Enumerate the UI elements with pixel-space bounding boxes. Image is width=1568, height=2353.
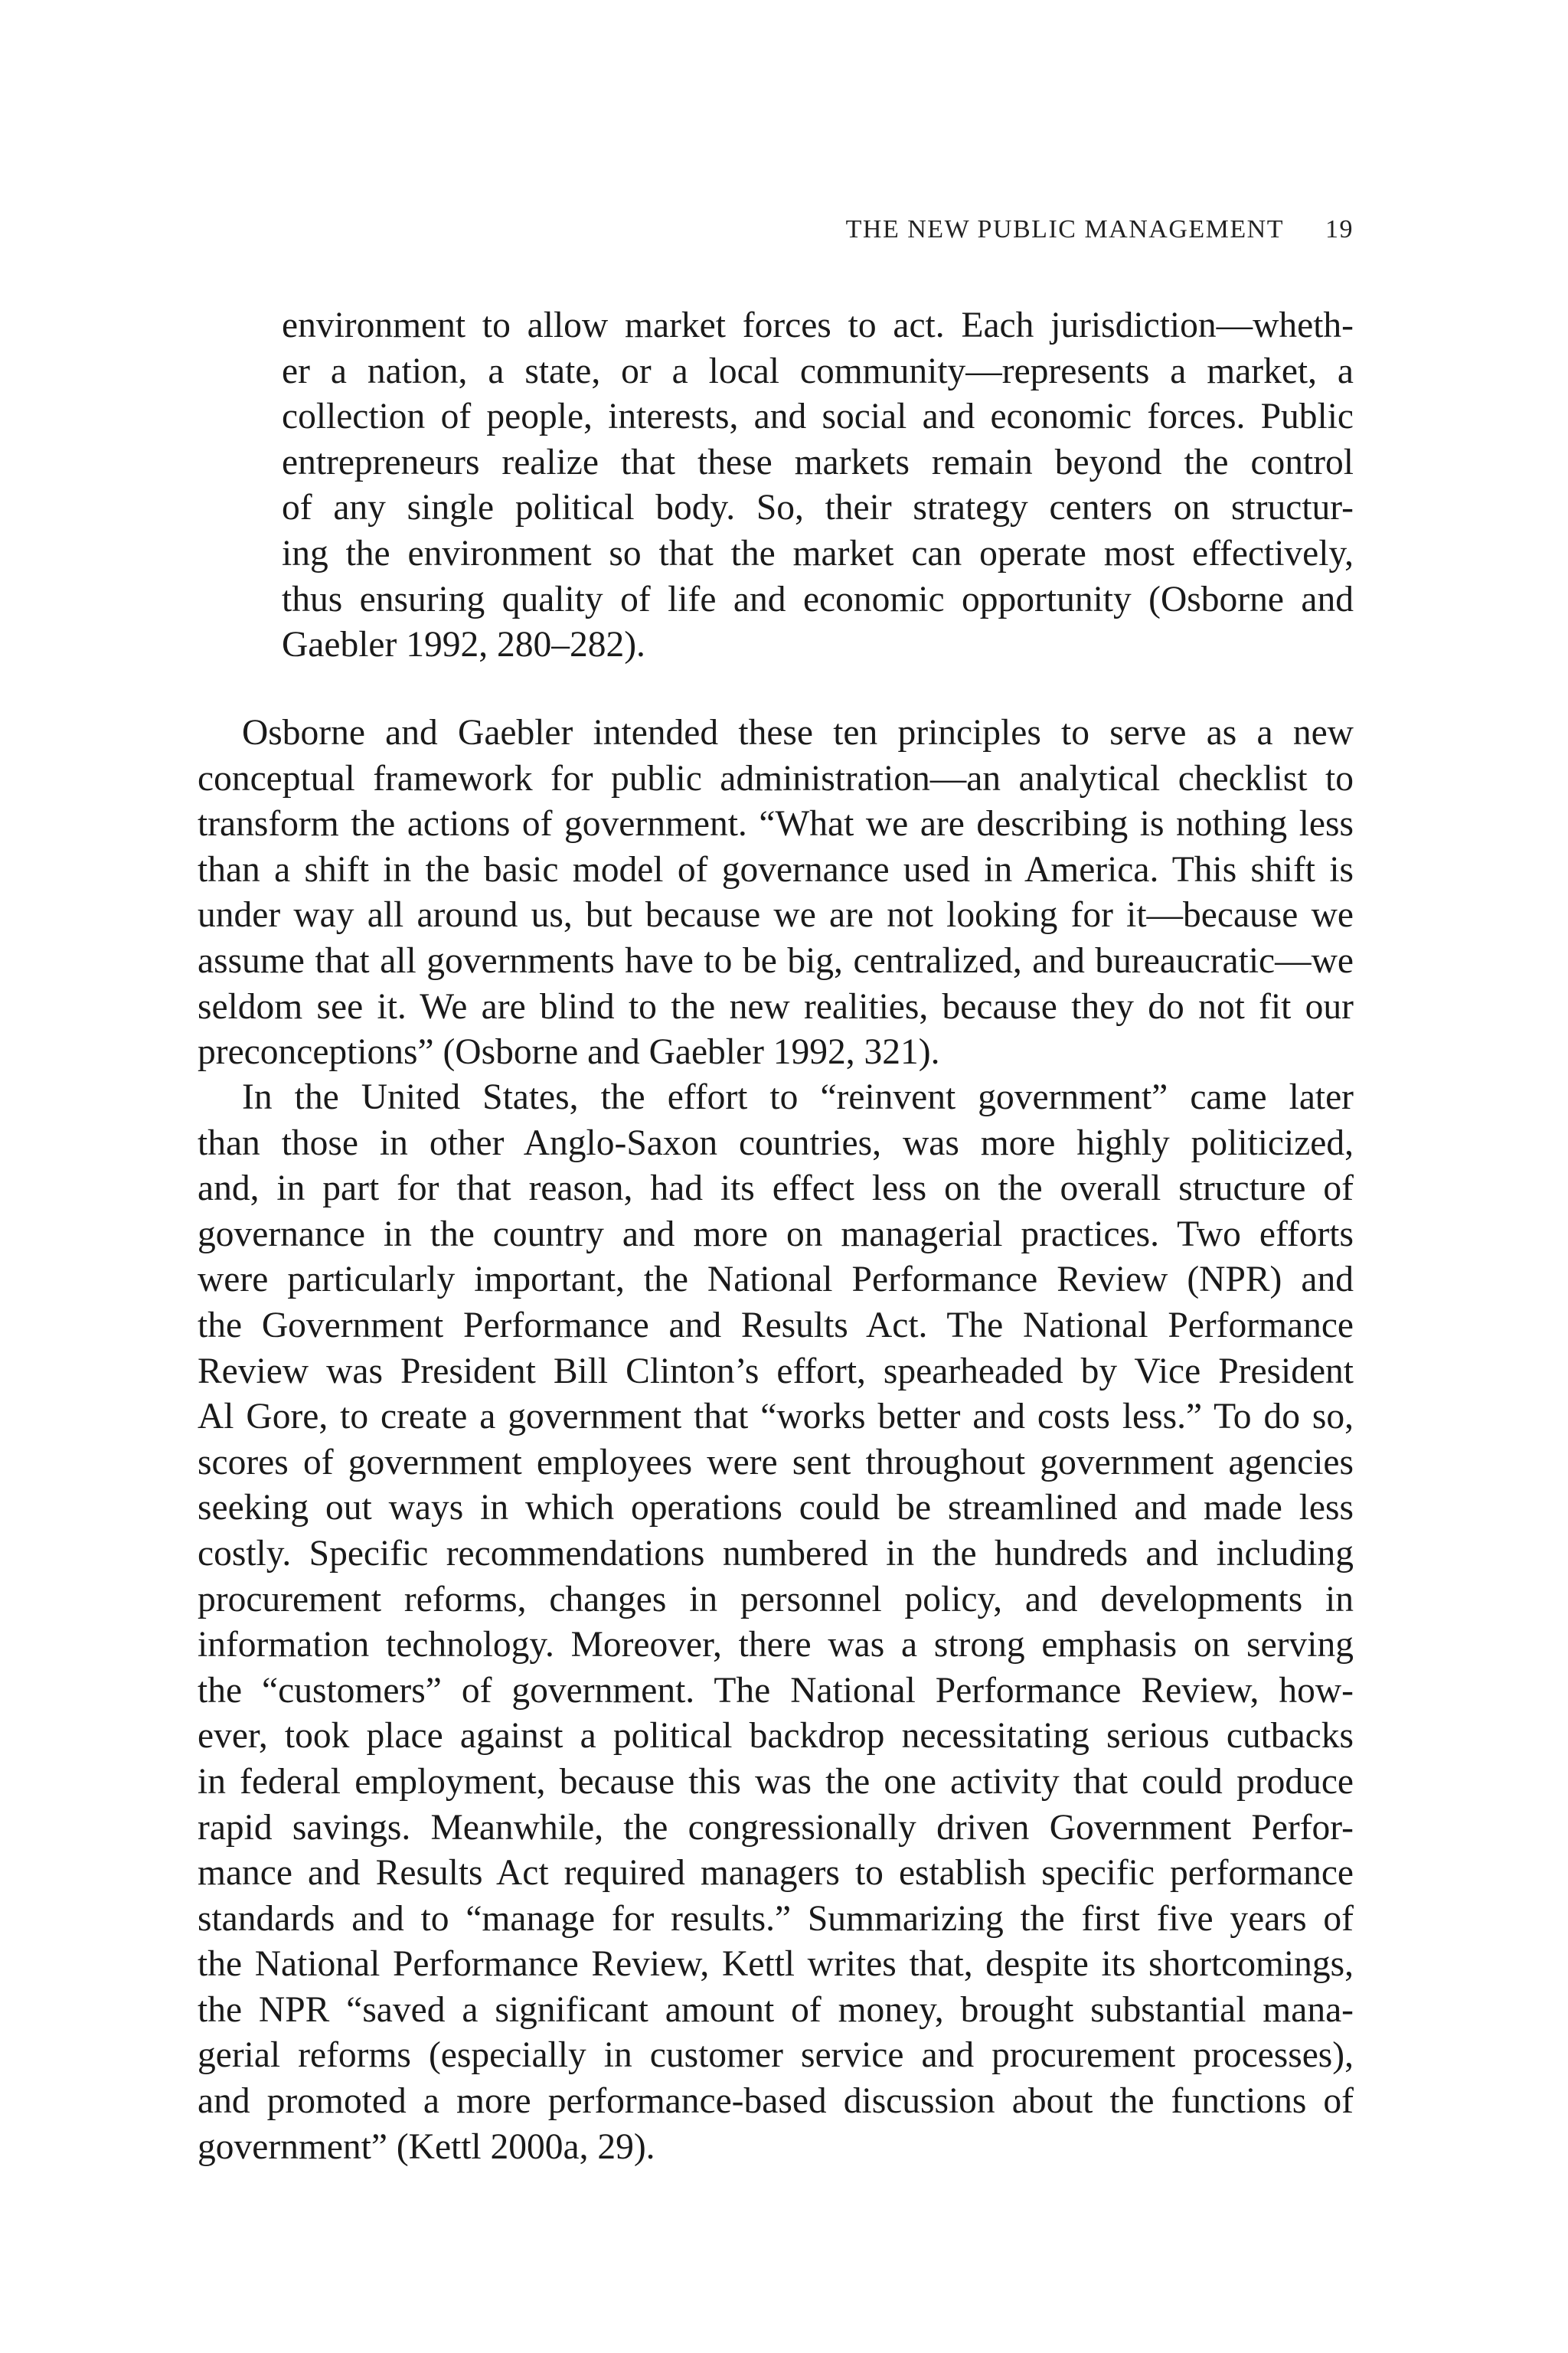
- paragraph-line: conceptual framework for public administration—an analytical checklist to: [198, 758, 1354, 799]
- quote-line: environment to allow market forces to act. Each jurisdiction—wheth-: [282, 306, 1354, 345]
- paragraph-line: and, in part for that reason, had its effect less on the overall structure of: [198, 1168, 1354, 1209]
- quote-line: ing the environment so that the market can operate most effectively,: [282, 533, 1354, 574]
- paragraph-line: preconceptions” (Osborne and Gaebler 1992, 321).: [198, 1032, 940, 1073]
- quote-line: collection of people, interests, and social and economic forces. Public: [282, 397, 1354, 437]
- paragraph-line: In the United States, the effort to “reinvent government” came later: [242, 1077, 1354, 1117]
- paragraph-line: the NPR “saved a significant amount of money, brought substantial mana-: [198, 1989, 1354, 2030]
- paragraph-line: procurement reforms, changes in personnel policy, and developments in: [198, 1579, 1354, 1619]
- paragraph-line: standards and to “manage for results.” Summarizing the first five years of: [198, 1898, 1354, 1939]
- running-head-title: THE NEW PUBLIC MANAGEMENT: [845, 215, 1284, 243]
- paragraph-line: government” (Kettl 2000a, 29).: [198, 2126, 655, 2167]
- paragraph-line: than a shift in the basic model of governance used in America. This shift is: [198, 849, 1354, 890]
- running-head: [198, 213, 1354, 247]
- paragraph-line: seldom see it. We are blind to the new realities, because they do not fit our: [198, 986, 1354, 1027]
- paragraph-line: and promoted a more performance-based discussion about the functions of: [198, 2081, 1354, 2122]
- paragraph-united-states: [198, 1075, 1354, 2170]
- paragraph-line: seeking out ways in which operations could be streamlined and made less: [198, 1488, 1354, 1528]
- paragraph-line: under way all around us, but because we are not looking for it—because we: [198, 895, 1354, 936]
- paragraph-line: costly. Specific recommendations numbered in the hundreds and including: [198, 1533, 1354, 1574]
- paragraph-line: transform the actions of government. “What we are describing is nothing less: [198, 804, 1354, 845]
- quote-line: of any single political body. So, their strategy centers on structur-: [282, 488, 1354, 528]
- paragraph-osborne-gaebler: [198, 711, 1354, 1076]
- paragraph-line: assume that all governments have to be big, centralized, and bureaucratic—we: [198, 940, 1354, 981]
- paragraph-line: Al Gore, to create a government that “works better and costs less.” To do so,: [198, 1397, 1354, 1437]
- paragraph-line: the “customers” of government. The National Performance Review, how-: [198, 1670, 1354, 1711]
- paragraph-line: were particularly important, the National Performance Review (NPR) and: [198, 1260, 1354, 1300]
- paragraph-line: in federal employment, because this was the one activity that could produce: [198, 1761, 1354, 1802]
- paragraph-line: ever, took place against a political backdrop necessitating serious cutbacks: [198, 1716, 1354, 1757]
- paragraph-line: Osborne and Gaebler intended these ten principles to serve as a new: [242, 713, 1354, 753]
- quote-line: entrepreneurs realize that these markets remain beyond the control: [282, 442, 1354, 482]
- paragraph-line: rapid savings. Meanwhile, the congressionally driven Government Perfor-: [198, 1807, 1354, 1848]
- paragraph-line: governance in the country and more on managerial practices. Two efforts: [198, 1214, 1354, 1254]
- page-number: 19: [1325, 215, 1354, 243]
- paragraph-line: scores of government employees were sent throughout government agencies: [198, 1442, 1354, 1482]
- quote-line: er a nation, a state, or a local community—represents a market, a: [282, 351, 1354, 391]
- quote-line: Gaebler 1992, 280–282).: [282, 625, 645, 665]
- paragraph-line: the National Performance Review, Kettl writes that, despite its shortcomings,: [198, 1944, 1354, 1985]
- paragraph-line: the Government Performance and Results Act. The National Performance: [198, 1305, 1354, 1345]
- block-quote: [282, 303, 1354, 668]
- paragraph-line: gerial reforms (especially in customer service and procurement processes),: [198, 2035, 1354, 2076]
- paragraph-line: than those in other Anglo-Saxon countries, was more highly politicized,: [198, 1123, 1354, 1163]
- quote-line: thus ensuring quality of life and economic opportunity (Osborne and: [282, 579, 1354, 619]
- paragraph-line: Review was President Bill Clinton’s effort, spearheaded by Vice President: [198, 1351, 1354, 1391]
- paragraph-line: information technology. Moreover, there was a strong emphasis on serving: [198, 1625, 1354, 1665]
- paragraph-line: mance and Results Act required managers to establish specific performance: [198, 1853, 1354, 1894]
